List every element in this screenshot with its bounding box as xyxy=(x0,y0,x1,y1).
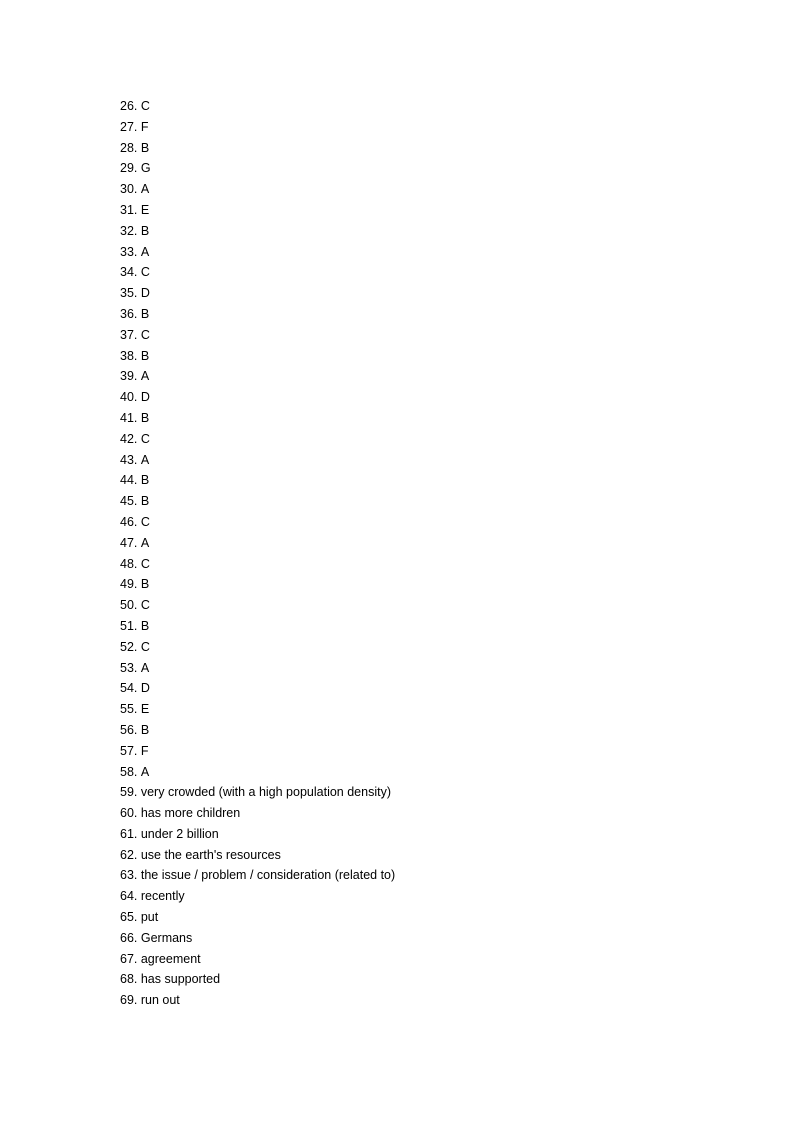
answer-text: F xyxy=(140,743,149,758)
answer-item xyxy=(120,408,395,429)
answer-text: B xyxy=(140,140,150,155)
answer-item xyxy=(120,96,395,117)
answer-item xyxy=(120,845,395,866)
question-number: 47 . xyxy=(120,533,141,554)
answer-item xyxy=(120,658,395,679)
answer-text: the issue / problem / consideration (related to) xyxy=(140,868,396,883)
answer-text: C xyxy=(140,556,150,571)
question-number: 49 . xyxy=(120,574,141,595)
answer-text: C xyxy=(140,598,150,613)
answer-item xyxy=(120,782,395,803)
answer-text: D xyxy=(140,286,150,301)
question-number: 26 . xyxy=(120,96,141,117)
question-number: 35 . xyxy=(120,283,141,304)
answer-text: C xyxy=(140,514,150,529)
answer-item xyxy=(120,990,395,1011)
answer-item xyxy=(120,533,395,554)
answer-item xyxy=(120,304,395,325)
question-number: 37 . xyxy=(120,325,141,346)
answer-item xyxy=(120,741,395,762)
answer-text: B xyxy=(140,410,150,425)
answer-item xyxy=(120,720,395,741)
question-number: 69 . xyxy=(120,990,141,1011)
question-number: 63 . xyxy=(120,865,141,886)
answer-item xyxy=(120,387,395,408)
answer-item xyxy=(120,678,395,699)
answer-text: C xyxy=(140,431,150,446)
question-number: 56 . xyxy=(120,720,141,741)
question-number: 53 . xyxy=(120,658,141,679)
answer-text: B xyxy=(140,577,150,592)
answer-text: G xyxy=(140,161,151,176)
answer-item xyxy=(120,969,395,990)
answer-item xyxy=(120,637,395,658)
answer-text: A xyxy=(140,452,150,467)
answer-text: C xyxy=(140,265,150,280)
question-number: 43 . xyxy=(120,450,141,471)
answer-text: agreement xyxy=(140,951,201,966)
answer-text: A xyxy=(140,369,150,384)
answer-text: B xyxy=(140,348,150,363)
question-number: 51 . xyxy=(120,616,141,637)
question-number: 29 . xyxy=(120,158,141,179)
question-number: 41 . xyxy=(120,408,141,429)
answer-item xyxy=(120,138,395,159)
question-number: 31 . xyxy=(120,200,141,221)
answer-item xyxy=(120,117,395,138)
question-number: 66 . xyxy=(120,928,141,949)
question-number: 28 . xyxy=(120,138,141,159)
answer-item xyxy=(120,574,395,595)
answer-text: C xyxy=(140,99,150,113)
answer-text: A xyxy=(140,244,150,259)
question-number: 40 . xyxy=(120,387,141,408)
question-number: 27 . xyxy=(120,117,141,138)
answer-text: D xyxy=(140,681,150,696)
answer-item xyxy=(120,699,395,720)
answer-text: put xyxy=(140,910,159,925)
answer-text: E xyxy=(140,702,150,717)
answer-item xyxy=(120,346,395,367)
question-number: 42 . xyxy=(120,429,141,450)
answer-text: B xyxy=(140,473,150,488)
answer-key-list xyxy=(120,96,395,1011)
question-number: 54 . xyxy=(120,678,141,699)
question-number: 60 . xyxy=(120,803,141,824)
answer-text: B xyxy=(140,223,150,238)
question-number: 68 . xyxy=(120,969,141,990)
answer-item xyxy=(120,762,395,783)
answer-item xyxy=(120,179,395,200)
question-number: 46 . xyxy=(120,512,141,533)
answer-item xyxy=(120,886,395,907)
answer-text: A xyxy=(140,660,150,675)
answer-item xyxy=(120,221,395,242)
answer-item xyxy=(120,470,395,491)
question-number: 33 . xyxy=(120,242,141,263)
question-number: 32 . xyxy=(120,221,141,242)
question-number: 38 . xyxy=(120,346,141,367)
question-number: 59 . xyxy=(120,782,141,803)
answer-text: A xyxy=(140,764,150,779)
answer-text: D xyxy=(140,390,150,405)
answer-text: very crowded (with a high population density) xyxy=(140,785,391,800)
answer-text: A xyxy=(140,182,150,197)
question-number: 44 . xyxy=(120,470,141,491)
answer-item xyxy=(120,907,395,928)
question-number: 58 . xyxy=(120,762,141,783)
answer-item xyxy=(120,949,395,970)
answer-text: B xyxy=(140,722,150,737)
question-number: 57 . xyxy=(120,741,141,762)
answer-text: Germans xyxy=(140,930,193,945)
answer-item xyxy=(120,824,395,845)
answer-text: B xyxy=(140,494,150,509)
question-number: 67 . xyxy=(120,949,141,970)
question-number: 65 . xyxy=(120,907,141,928)
answer-text: E xyxy=(140,202,150,217)
answer-item xyxy=(120,491,395,512)
question-number: 34 . xyxy=(120,262,141,283)
question-number: 52 . xyxy=(120,637,141,658)
answer-text: C xyxy=(140,639,150,654)
answer-item xyxy=(120,158,395,179)
answer-item xyxy=(120,865,395,886)
question-number: 50 . xyxy=(120,595,141,616)
question-number: 30 . xyxy=(120,179,141,200)
answer-item xyxy=(120,450,395,471)
answer-text: B xyxy=(140,306,150,321)
question-number: 61 . xyxy=(120,824,141,845)
answer-item xyxy=(120,429,395,450)
answer-text: recently xyxy=(140,889,185,904)
question-number: 36 . xyxy=(120,304,141,325)
answer-text: under 2 billion xyxy=(140,826,219,841)
question-number: 64 . xyxy=(120,886,141,907)
answer-item xyxy=(120,200,395,221)
answer-item xyxy=(120,616,395,637)
answer-item xyxy=(120,512,395,533)
answer-item xyxy=(120,262,395,283)
answer-item xyxy=(120,366,395,387)
answer-item xyxy=(120,325,395,346)
question-number: 62 . xyxy=(120,845,141,866)
answer-text: use the earth's resources xyxy=(140,847,281,862)
answer-text: B xyxy=(140,618,150,633)
question-number: 48 . xyxy=(120,554,141,575)
answer-item xyxy=(120,595,395,616)
question-number: 55 . xyxy=(120,699,141,720)
answer-item xyxy=(120,283,395,304)
answer-text: has supported xyxy=(140,972,221,987)
answer-text: has more children xyxy=(140,806,241,821)
answer-item xyxy=(120,554,395,575)
question-number: 39 . xyxy=(120,366,141,387)
answer-item xyxy=(120,928,395,949)
answer-item xyxy=(120,803,395,824)
answer-text: C xyxy=(140,327,150,342)
answer-item xyxy=(120,242,395,263)
answer-text: F xyxy=(140,119,149,134)
answer-text: A xyxy=(140,535,150,550)
question-number: 45 . xyxy=(120,491,141,512)
answer-text: run out xyxy=(140,993,180,1008)
